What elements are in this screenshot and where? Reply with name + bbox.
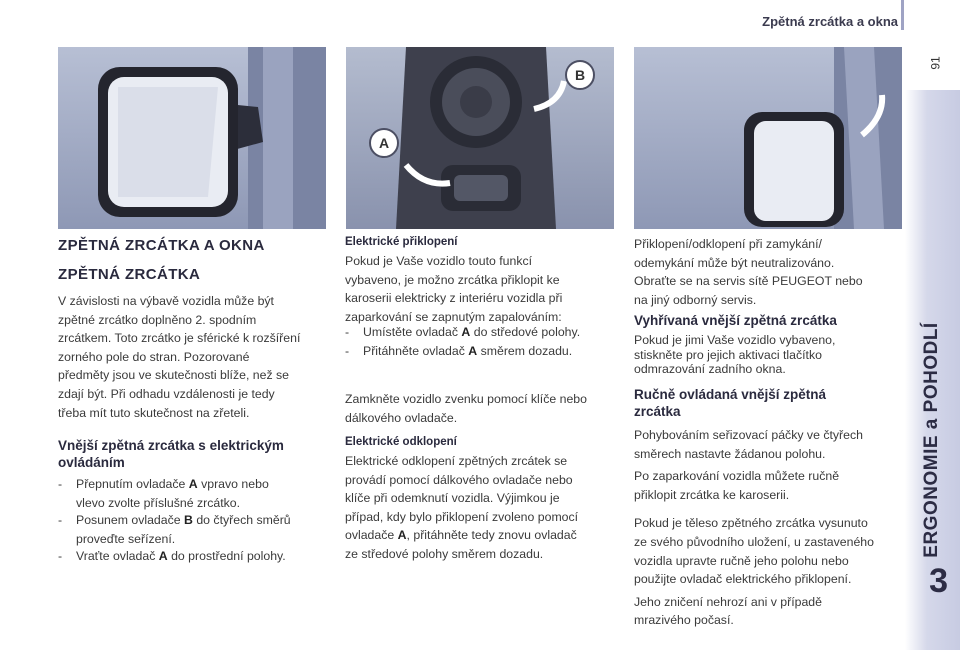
section-title: Zpětná zrcátka a okna (762, 14, 898, 29)
manual-paragraph: Pohybováním seřizovací páčky ve čtyřech směrech nastavte žádanou polohu. Po zaparkování vozidla můžete ručně přiklopit zrcátka ke karoserii. Pokud je těleso zpětného zrcátka vysunuto ze svého původního uložení, u zastaveného vozidla upravte ručně jeho polohu nebo použijte ovladač elektrického přiklopení. Jeho zničení nehrozí ani v případě mrazivého počasí. (634, 428, 874, 628)
list-item: - Přitáhněte ovladač A směrem dozadu. (345, 342, 572, 361)
intro-paragraph: V závislosti na výbavě vozidla může být zpětné zrcátko doplněno 2. spodním zrcátkem. Toto zrcátko je sférické k rozšíření zorného pole do stran. Pozorované předměty jsou ve skutečnosti blíže, než se zdají být. Při odhadu vzdálenosti je tedy třeba mít tuto skutečnost na zřeteli. (58, 294, 301, 420)
electric-mirrors-heading: Vnější zpětná zrcátka s elektrickým ovládáním (58, 438, 284, 470)
heated-paragraph: Pokud je jimi Vaše vozidlo vybaveno, stiskněte pro jejich aktivaci tlačítko odmrazování zadního okna. (634, 333, 836, 376)
photo-mirror-control (346, 47, 614, 229)
callout-b: B (574, 67, 586, 83)
header-rule (901, 0, 904, 30)
photo-folded-mirror (634, 47, 902, 229)
page-number: 91 (928, 56, 943, 70)
folded-mirror-illustration (634, 47, 902, 229)
mirror-illustration (58, 47, 326, 229)
list-item: - Přepnutím ovladače A vpravo nebo vlevo zvolte příslušné zrcátko. (58, 475, 269, 512)
photo-exterior-mirror (58, 47, 326, 229)
fold-heading: Elektrické přiklopení (345, 236, 458, 248)
chapter-number: 3 (929, 562, 948, 600)
callout-a: A (378, 135, 390, 151)
lock-paragraph: Zamkněte vozidlo zvenku pomocí klíče nebo dálkového ovladače. (345, 392, 587, 425)
heated-mirrors-heading: Vyhřívaná vnější zpětná zrcátka (634, 313, 837, 328)
list-item: - Posunem ovladače B do čtyřech směrů proveďte seřízení. (58, 511, 291, 548)
control-illustration (346, 47, 614, 229)
list-item: - Vraťte ovladač A do prostřední polohy. (58, 547, 286, 566)
manual-mirrors-heading: Ručně ovládaná vnější zpětná zrcátka (634, 387, 827, 419)
neutralize-paragraph: Přiklopení/odklopení při zamykání/ odemykání může být neutralizováno. Obraťte se na servis sítě PEUGEOT nebo na jiný odborný servis. (634, 237, 863, 307)
page-heading: ZPĚTNÁ ZRCÁTKA A OKNA (58, 237, 265, 254)
unfold-paragraph: Elektrické odklopení zpětných zrcátek se provádí pomocí dálkového ovladače nebo klíče při odemknutí vozidla. Výjimkou je případ, kdy bylo přiklopení zvoleno pomocí ovladače A, přitáhněte tedy znovu ovladač ze středové polohy směrem dozadu. (345, 454, 579, 561)
chapter-title: ERGONOMIE a POHODLÍ (921, 322, 942, 558)
fold-paragraph: Pokud je Vaše vozidlo touto funkcí vybaveno, je možno zrcátka přiklopit ke karoserii elektricky z interiéru vozidla při zaparkování se zapnutým zapalováním: (345, 254, 563, 324)
list-item: - Umístěte ovladač A do středové polohy. (345, 323, 580, 342)
unfold-heading: Elektrické odklopení (345, 436, 457, 448)
sub-heading: ZPĚTNÁ ZRCÁTKA (58, 266, 201, 283)
